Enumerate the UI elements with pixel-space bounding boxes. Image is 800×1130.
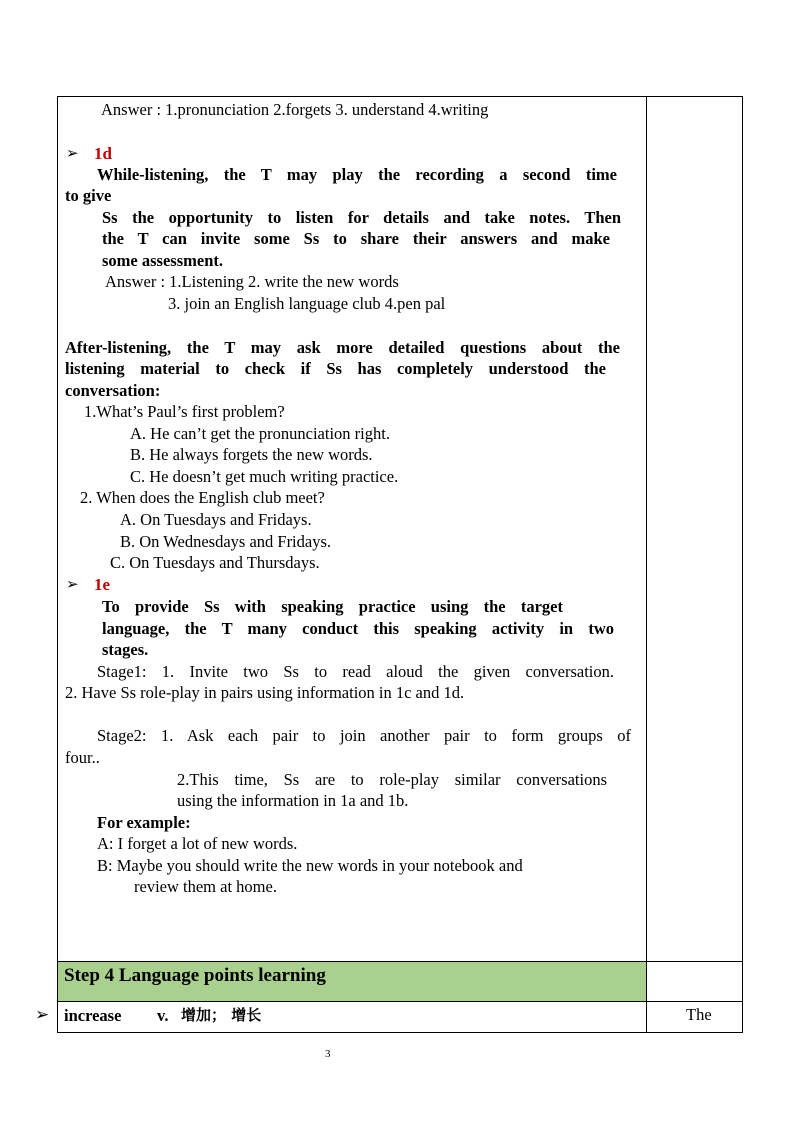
stage2-line: using the information in 1a and 1b.	[177, 791, 409, 810]
section-label-1e: 1e	[94, 575, 111, 594]
table-border-bottom	[57, 1032, 743, 1033]
vocab-word: increase	[64, 1006, 122, 1025]
answer-1d-b: 3. join an English language club 4.pen pal	[168, 294, 446, 313]
text-line: some assessment.	[102, 251, 223, 270]
bullet-arrow-icon: ➢	[66, 144, 79, 162]
example-line: B: Maybe you should write the new words in your notebook and	[97, 856, 523, 875]
table-border-right	[742, 96, 743, 1033]
example-label: For example:	[97, 813, 191, 832]
answer-1d-a: Answer : 1.Listening 2. write the new words	[105, 272, 399, 291]
example-line: A: I forget a lot of new words.	[97, 834, 298, 853]
bullet-arrow-icon: ➢	[66, 575, 79, 593]
table-border-top	[57, 96, 743, 97]
section-label-1d: 1d	[94, 144, 112, 163]
page-number: 3	[325, 1048, 331, 1060]
text-line: the T can invite some Ss to share their answers and make	[102, 229, 610, 248]
option: A. On Tuesdays and Fridays.	[120, 510, 312, 529]
option: A. He can’t get the pronunciation right.	[130, 424, 390, 443]
stage1-line: Stage1: 1. Invite two Ss to read aloud the given conversation.	[97, 662, 614, 681]
vocab-pos: v.	[157, 1006, 169, 1025]
stage2-line: four..	[65, 748, 100, 767]
example-line: review them at home.	[134, 877, 277, 896]
question-1: 1.What’s Paul’s first problem?	[84, 402, 285, 421]
text-line: Ss the opportunity to listen for details and take notes. Then	[102, 208, 621, 227]
answer-1c: Answer : 1.pronunciation 2.forgets 3. understand 4.writing	[101, 100, 489, 119]
stage2-line: Stage2: 1. Ask each pair to join another pair to form groups of	[97, 726, 631, 745]
option: B. On Wednesdays and Fridays.	[120, 532, 332, 551]
text-line: To provide Ss with speaking practice using the target	[102, 597, 563, 616]
text-line: While-listening, the T may play the recording a second time	[97, 165, 617, 184]
text-line: stages.	[102, 640, 149, 659]
option: C. He doesn’t get much writing practice.	[130, 467, 399, 486]
question-2: 2. When does the English club meet?	[80, 488, 325, 507]
text-line: language, the T many conduct this speaking activity in two	[102, 619, 614, 638]
table-row-divider	[57, 1001, 743, 1002]
text-line: to give	[65, 186, 112, 205]
stage1-line: 2. Have Ss role-play in pairs using information in 1c and 1d.	[65, 683, 465, 702]
step-header-right-cell	[647, 962, 742, 1001]
text-line: conversation:	[65, 381, 161, 400]
option: B. He always forgets the new words.	[130, 445, 373, 464]
text-line: listening material to check if Ss has completely understood the	[65, 359, 606, 378]
right-cell-text: The	[686, 1005, 712, 1024]
step-4-heading: Step 4 Language points learning	[64, 965, 326, 986]
vocab-meaning: 增加； 增长	[181, 1006, 262, 1024]
option: C. On Tuesdays and Thursdays.	[110, 553, 320, 572]
text-line: After-listening, the T may ask more detailed questions about the	[65, 338, 620, 357]
bullet-arrow-icon: ➢	[35, 1005, 50, 1025]
table-border-left	[57, 96, 58, 1033]
stage2-line: 2.This time, Ss are to role-play similar conversations	[177, 770, 607, 789]
table-column-divider	[646, 96, 647, 1033]
